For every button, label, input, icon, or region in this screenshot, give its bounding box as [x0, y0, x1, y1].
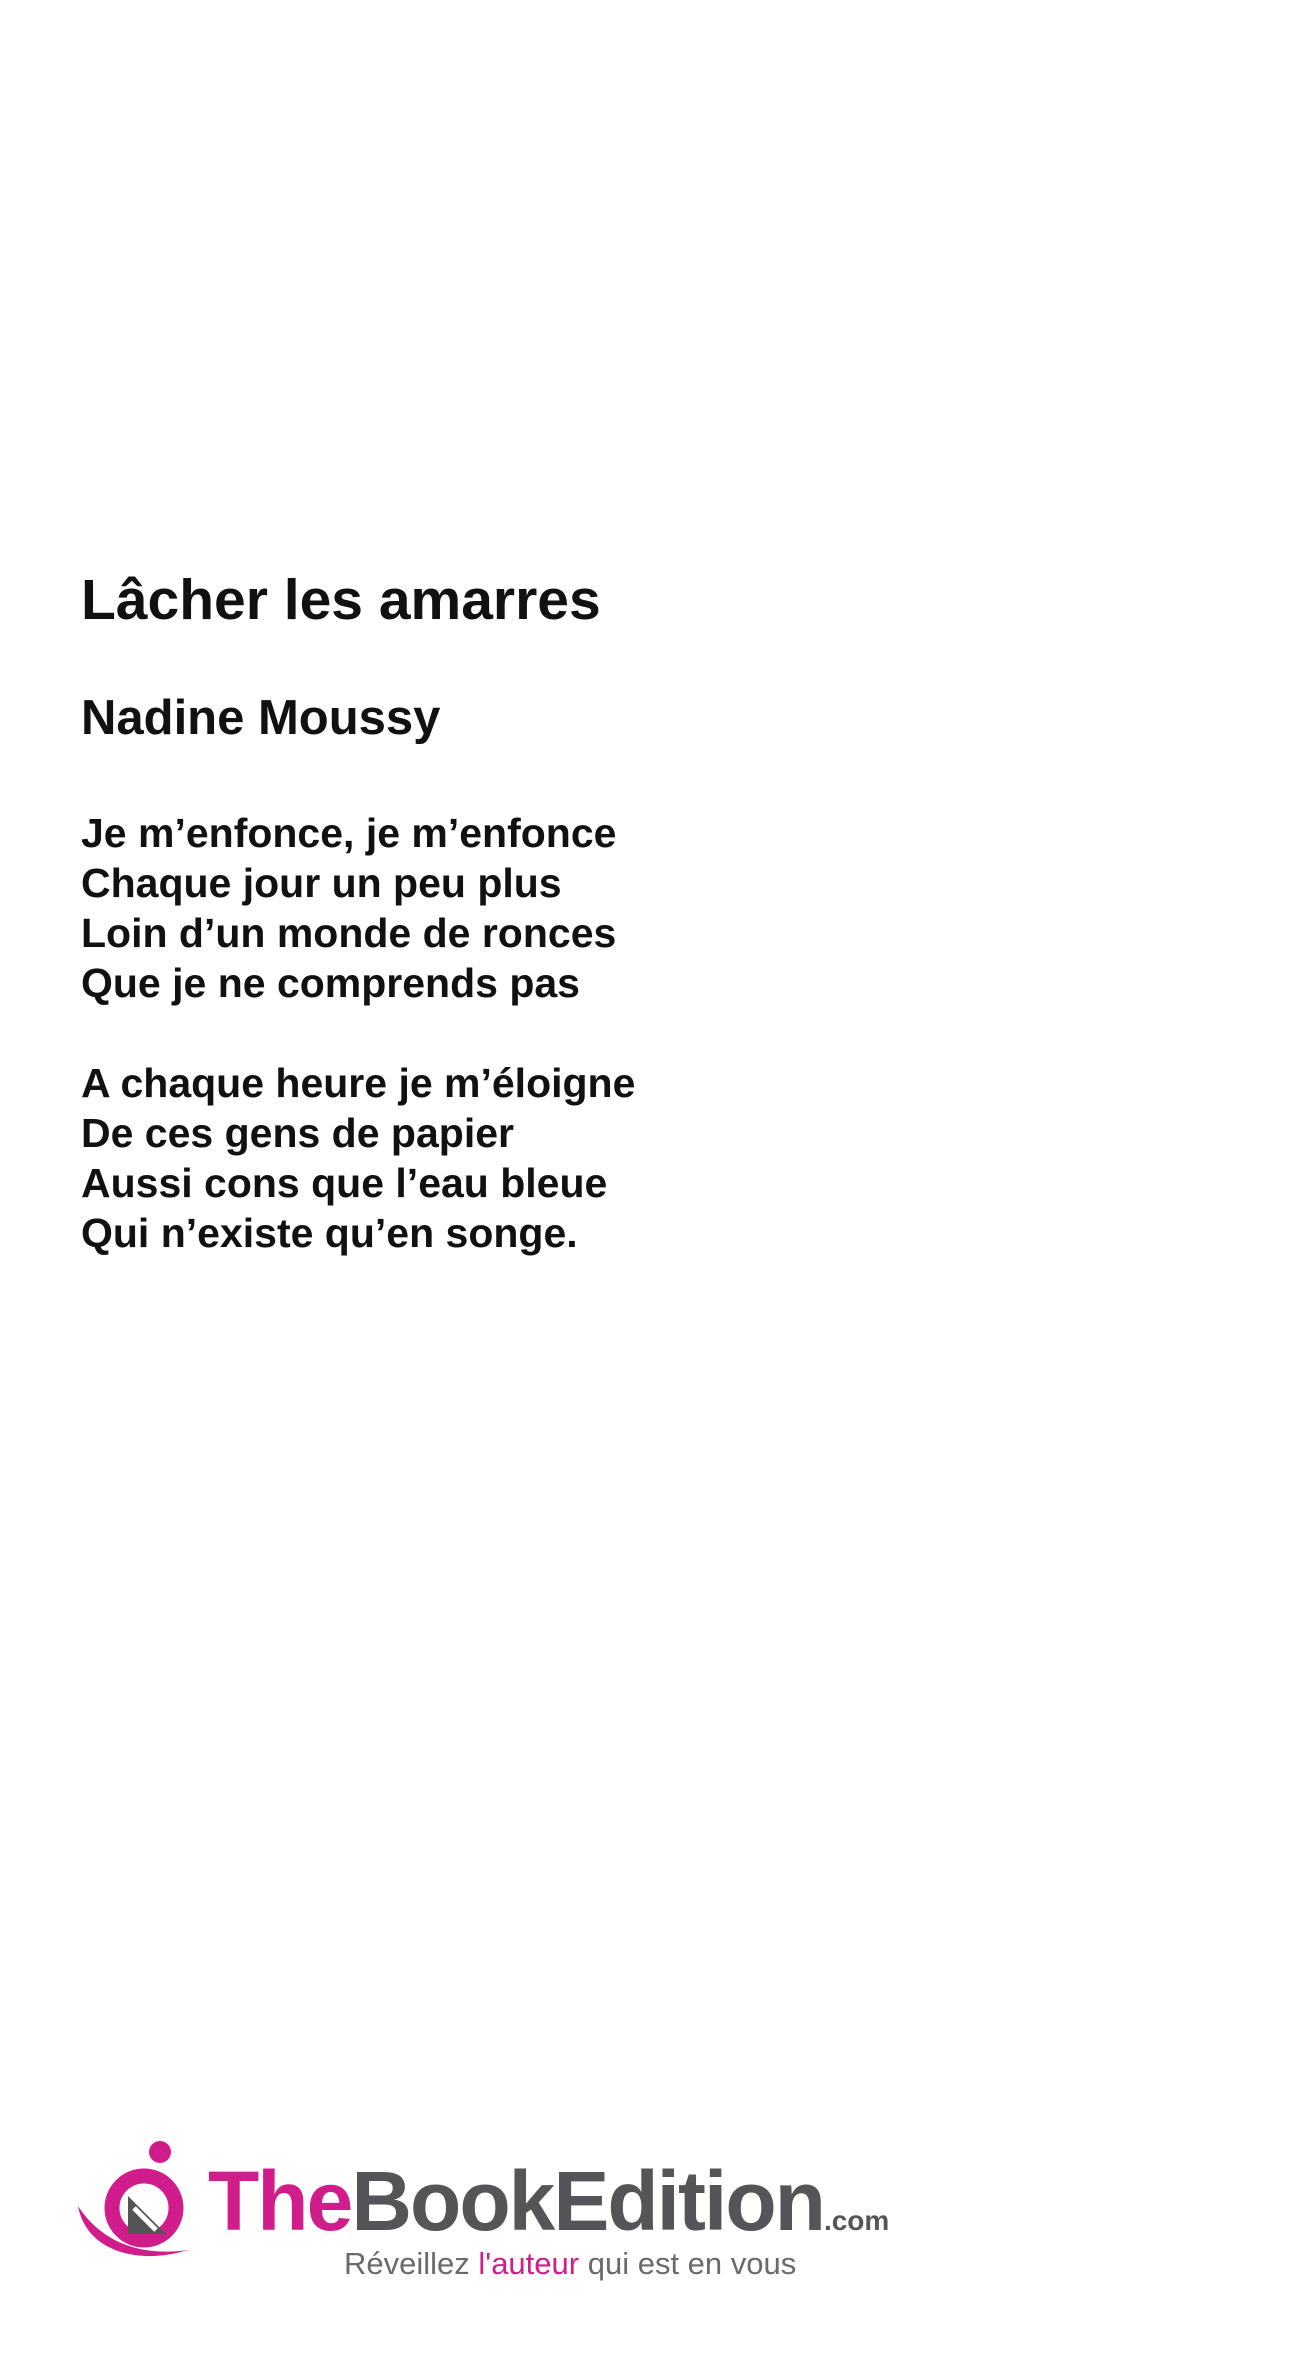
poem-line: Chaque jour un peu plus — [81, 860, 562, 906]
logo-the: The — [208, 2154, 352, 2248]
poem-line: Que je ne comprends pas — [81, 960, 580, 1006]
logo-tagline — [344, 2246, 796, 2282]
thebookedition-logo-icon — [76, 2138, 206, 2268]
poem-line: Qui n’existe qu’en songe. — [81, 1210, 578, 1256]
poem-line: De ces gens de papier — [81, 1110, 514, 1156]
poem-author: Nadine Moussy — [81, 691, 441, 745]
poem-line: Je m’enfonce, je m’enfonce — [81, 810, 617, 856]
stanza — [81, 1058, 981, 1258]
poem-line: Aussi cons que l’eau bleue — [81, 1160, 608, 1206]
poem-line: A chaque heure je m’éloigne — [81, 1060, 636, 1106]
tagline-part: qui est en vous — [579, 2246, 797, 2281]
logo-domain: .com — [823, 2205, 890, 2236]
tagline-part: Réveillez — [344, 2246, 479, 2281]
logo-name: BookEdition — [351, 2154, 824, 2248]
stanza — [81, 808, 981, 1008]
poem-title: Lâcher les amarres — [81, 568, 601, 632]
poem-line: Loin d’un monde de ronces — [81, 910, 617, 956]
poem-body — [81, 808, 981, 1308]
thebookedition-logo — [76, 2138, 890, 2288]
tagline-accent: l'auteur — [478, 2246, 580, 2281]
